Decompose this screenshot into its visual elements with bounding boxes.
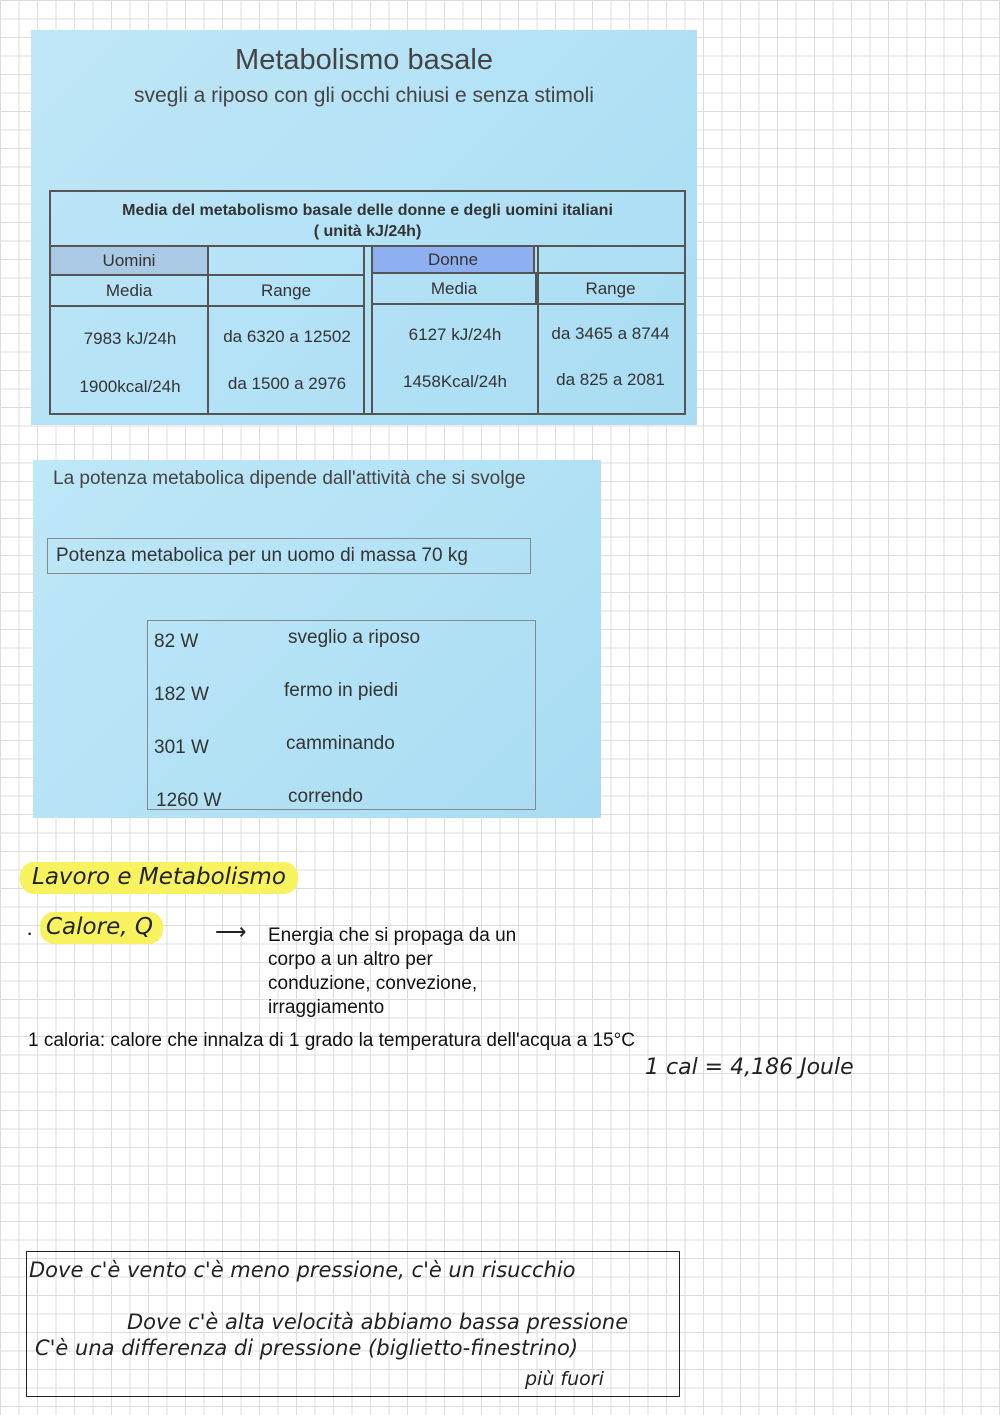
header-women-media: Media [373,274,537,305]
note-line: Dove c'è vento c'è meno pressione, c'è un risucchio [29,1258,576,1282]
table-caption-line1: Media del metabolismo basale delle donne e degli uomini italiani [122,202,613,219]
row1-men-range: da 6320 a 12502 [223,327,351,346]
header-women-range: Range [537,274,684,305]
metabolism-table [49,190,686,415]
slide1-title: Metabolismo basale [235,44,493,76]
pressure-note-box [26,1251,680,1397]
row1-men-media: 7983 kJ/24h [83,329,177,348]
slide-metabolismo-basale [31,30,697,425]
note-line: più fuori [525,1368,604,1390]
bullet-dot: · [26,920,34,945]
power-activity: correndo [288,786,363,807]
row2-women-media: 1458Kcal/24h [403,372,507,391]
table-caption [51,192,684,247]
group-women: Donne [373,247,535,274]
cal-joule-equivalence: 1 cal = 4,186 Joule [645,1055,854,1080]
header-men-range: Range [209,276,365,307]
power-value: 301 W [154,737,209,758]
caloria-definition: 1 caloria: calore che innalza di 1 grado la temperatura dell'acqua a 15°C [28,1030,635,1051]
slide-potenza-metabolica [33,460,601,818]
power-value: 82 W [154,631,199,652]
power-table [147,620,536,810]
power-row [148,784,535,824]
slide1-subtitle: svegli a riposo con gli occhi chiusi e senza stimoli [134,84,594,107]
heading-lavoro-metabolismo: Lavoro e Metabolismo [20,862,298,894]
calore-label: Calore, Q [40,912,163,944]
slide2-intro: La potenza metabolica dipende dall'attività che si svolge [53,468,526,489]
table-caption-line2: ( unità kJ/24h) [313,223,422,240]
group-men-empty [209,247,365,276]
calore-definition: Energia che si propaga da un corpo a un altro per conduzione, convezione, irraggiamento [268,925,517,1018]
power-activity: sveglio a riposo [288,627,421,648]
row1-women-media: 6127 kJ/24h [408,325,502,344]
power-activity: camminando [286,733,395,754]
row2-men-media: 1900kcal/24h [79,377,181,396]
group-women-empty [535,247,684,274]
row2-women-range: da 825 a 2081 [556,370,665,389]
power-row [148,625,535,665]
row1-women-range: da 3465 a 8744 [551,324,670,343]
slide2-box-title: Potenza metabolica per un uomo di massa 70 kg [47,538,531,574]
group-men: Uomini [51,247,209,276]
power-row [148,678,535,718]
power-value: 1260 W [156,790,222,811]
note-line: Dove c'è alta velocità abbiamo bassa pressione [127,1310,629,1334]
row2-men-range: da 1500 a 2976 [227,374,347,393]
note-line: C'è una differenza di pressione (biglietto-finestrino) [35,1336,579,1360]
power-activity: fermo in piedi [284,680,399,701]
power-row [148,731,535,771]
header-men-media: Media [51,276,209,307]
power-value: 182 W [154,684,209,705]
arrow-right-icon: ⟶ [215,919,247,944]
